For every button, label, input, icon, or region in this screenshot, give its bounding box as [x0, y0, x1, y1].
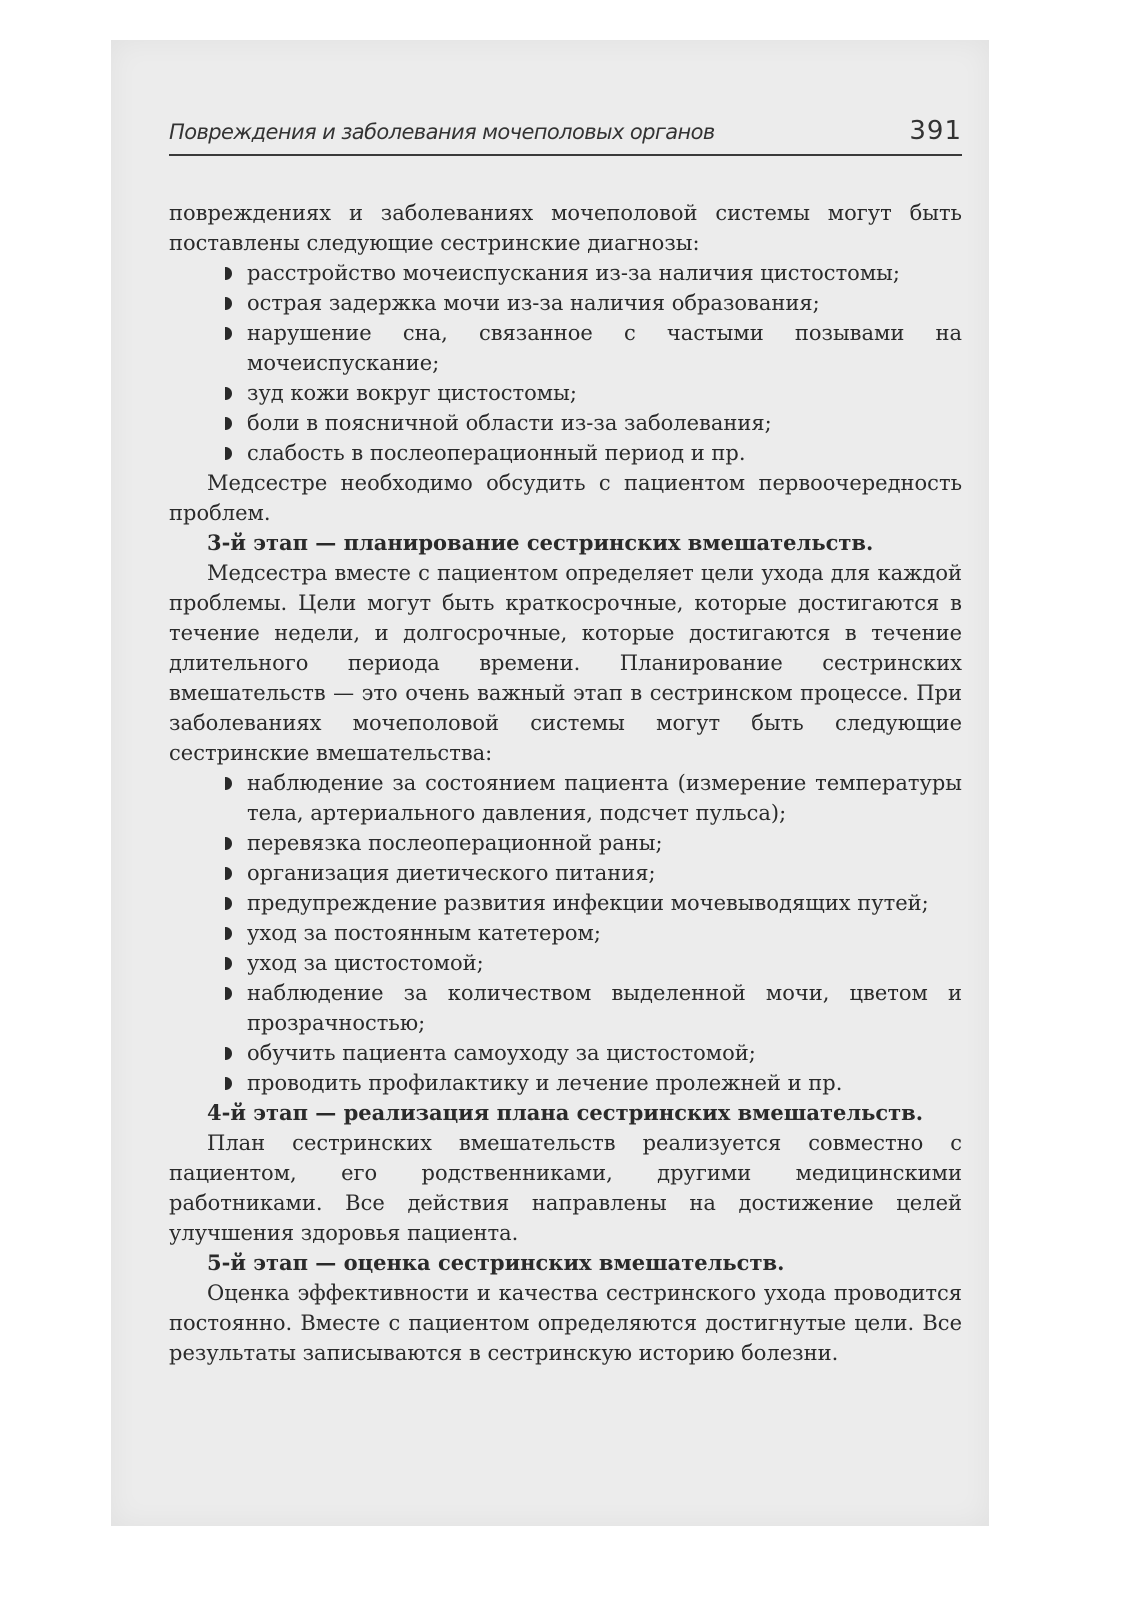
stage4-heading: 4-й этап — реализация плана сестринских вмешательств. [207, 1100, 924, 1125]
list-item-text: проводить профилактику и лечение пролежней и пр. [247, 1071, 843, 1095]
list-item [225, 948, 962, 978]
list-item [225, 828, 962, 858]
bullet-icon [225, 987, 232, 1000]
list-item-text: расстройство мочеиспускания из-за наличия цистостомы; [247, 261, 900, 285]
bullet-icon [225, 417, 232, 430]
bullet-icon [225, 267, 232, 280]
list-item-text: наблюдение за состоянием пациента (измерение температуры тела, артериального давления, подсчет пульса); [247, 771, 962, 825]
list-item [225, 378, 962, 408]
list-item [225, 978, 962, 1038]
bullet-icon [225, 387, 232, 400]
bullet-icon [225, 867, 232, 880]
bullet-icon [225, 897, 232, 910]
interventions-list [169, 768, 962, 1098]
list-item [225, 408, 962, 438]
stage4-paragraph: План сестринских вмешательств реализуется совместно с пациентом, его родственниками, другими медицинскими работниками. Все действия направлены на достижение целей улучшения здоровья пациента. [169, 1131, 962, 1245]
bullet-icon [225, 297, 232, 310]
priority-paragraph: Медсестре необходимо обсудить с пациентом первоочередность проблем. [169, 471, 962, 525]
stage3-heading: 3-й этап — планирование сестринских вмешательств. [207, 530, 874, 555]
list-item-text: нарушение сна, связанное с частыми позывами на мочеиспускание; [247, 321, 962, 375]
list-item-text: организация диетического питания; [247, 861, 656, 885]
book-page [169, 112, 962, 1368]
list-item-text: наблюдение за количеством выделенной мочи, цветом и прозрачностью; [247, 981, 962, 1035]
list-item [225, 858, 962, 888]
bullet-icon [225, 1077, 232, 1090]
bullet-icon [225, 1047, 232, 1060]
list-item-text: перевязка послеоперационной раны; [247, 831, 663, 855]
list-item [225, 918, 962, 948]
bullet-icon [225, 927, 232, 940]
running-title: Повреждения и заболевания мочеполовых органов [169, 120, 715, 144]
list-item [225, 318, 962, 378]
stage5-heading: 5-й этап — оценка сестринских вмешательств. [207, 1250, 785, 1275]
list-item-text: боли в поясничной области из-за заболевания; [247, 411, 772, 435]
bullet-icon [225, 327, 232, 340]
list-item-text: зуд кожи вокруг цистостомы; [247, 381, 577, 405]
bullet-icon [225, 777, 232, 790]
list-item-text: уход за постоянным катетером; [247, 921, 601, 945]
stage5-paragraph: Оценка эффективности и качества сестринского ухода проводится постоянно. Вместе с пациентом определяются достигнутые цели. Все результаты записываются в сестринскую историю болезни. [169, 1281, 962, 1365]
list-item [225, 1068, 962, 1098]
list-item [225, 438, 962, 468]
list-item-text: обучить пациента самоуходу за цистостомой; [247, 1041, 756, 1065]
list-item-text: острая задержка мочи из-за наличия образования; [247, 291, 820, 315]
list-item [225, 258, 962, 288]
list-item [225, 888, 962, 918]
bullet-icon [225, 957, 232, 970]
list-item [225, 768, 962, 828]
list-item [225, 1038, 962, 1068]
intro-paragraph: повреждениях и заболеваниях мочеполовой системы могут быть поставлены следующие сестринские диагнозы: [169, 201, 962, 255]
running-header [169, 112, 962, 156]
page-number: 391 [909, 116, 962, 146]
page-body [169, 198, 962, 1368]
list-item-text: слабость в послеоперационный период и пр. [247, 441, 746, 465]
list-item-text: предупреждение развития инфекции мочевыводящих путей; [247, 891, 929, 915]
bullet-icon [225, 447, 232, 460]
list-item-text: уход за цистостомой; [247, 951, 484, 975]
diagnoses-list [169, 258, 962, 468]
stage3-paragraph: Медсестра вместе с пациентом определяет цели ухода для каждой проблемы. Цели могут быть краткосрочные, которые достигаются в течение недели, и долгосрочные, которые достигаются в течение длительного периода времени. Планирование сестринских вмешательств — это очень важный этап в сестринском процессе. При заболеваниях мочеполовой системы могут быть следующие сестринские вмешательства: [169, 561, 962, 765]
list-item [225, 288, 962, 318]
bullet-icon [225, 837, 232, 850]
